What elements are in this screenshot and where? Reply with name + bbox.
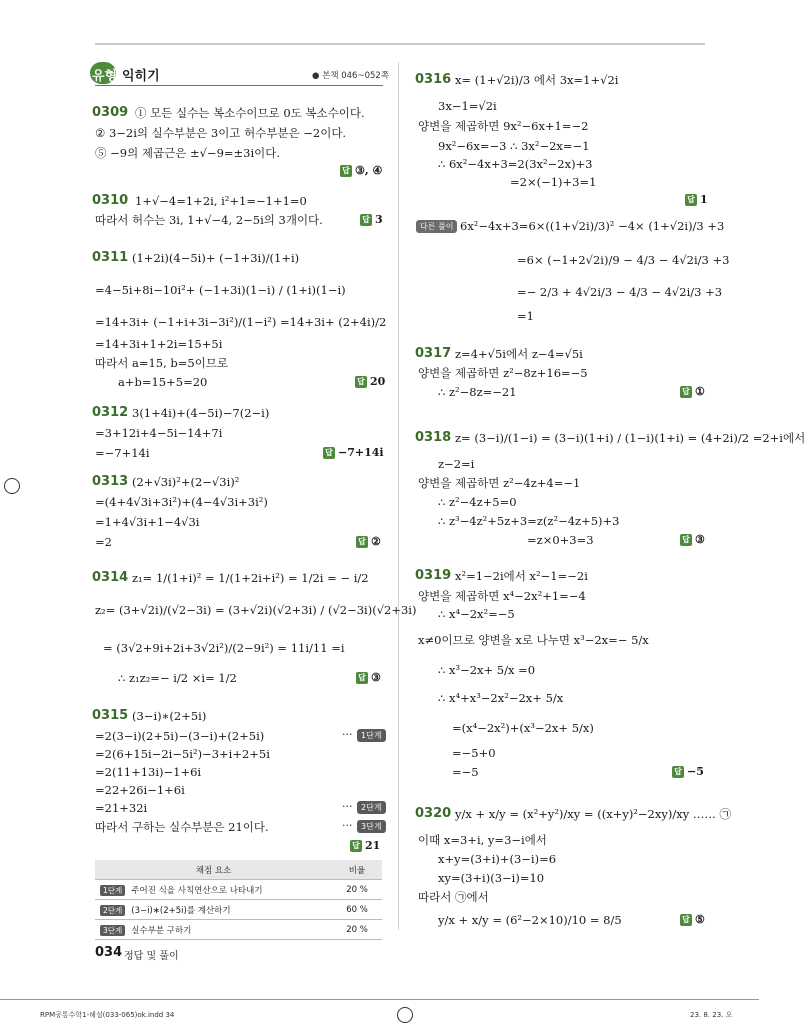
solution-line: 따라서 허수는 3i, 1+√−4, 2−5i의 3개이다. (95, 213, 323, 227)
problem-number: 0310 (92, 193, 129, 208)
solution-line: ∴ z³−4z²+5z+3=z(z²−4z+5)+3 (438, 514, 620, 528)
answer (356, 670, 381, 686)
answer-tag: 답 (685, 194, 697, 206)
solution-line: 9x²−6x=−3 ∴ 3x²−2x=−1 (438, 139, 590, 153)
page-number: 034 (95, 945, 123, 960)
solution-line: =14+3i+ (−1+i+3i−3i²)/(1−i²) =14+3i+ (2+4i)/2 (95, 315, 387, 329)
answer-tag: 답 (356, 672, 368, 684)
step-badge: 1단계 (357, 729, 386, 742)
solution-line: 따라서 ㉠에서 (418, 890, 489, 904)
solution-line: y/x + x/y = (x²+y²)/xy = ((x+y)²−2xy)/xy …… ㉠ (455, 807, 731, 821)
problem-number: 0309 (92, 105, 129, 120)
scoring-header: 채점 요소 (95, 860, 332, 880)
header-ref: ● 본책 046~052쪽 (312, 71, 390, 81)
scoring-text: 주어진 식을 사칙연산으로 나타내기 (131, 885, 263, 896)
answer (680, 912, 705, 928)
scoring-item (95, 900, 332, 920)
step-badge: 1단계 (100, 885, 125, 896)
solution-line: =2(6+15i−2i−5i²)−3+i+2+5i (95, 747, 270, 761)
solution-line: 이때 x=3+i, y=3−i에서 (418, 833, 547, 847)
scoring-row (95, 880, 382, 900)
solution-line: x= (1+√2i)/3 에서 3x=1+√2i (455, 73, 619, 87)
answer-value: ⑤ (695, 913, 705, 926)
solution-line: ⑤ −9의 제곱근은 ±√−9=±3i이다. (95, 146, 281, 160)
solution-line: ∴ x⁴−2x²=−5 (438, 607, 515, 621)
solution-line: ∴ z²−4z+5=0 (438, 495, 517, 509)
scoring-text: (3−i)∗(2+5i)를 계산하기 (131, 905, 231, 916)
solution-line: ∴ x³−2x+ 5/x =0 (438, 663, 536, 677)
solution-line: 3(1+4i)+(4−5i)−7(2−i) (132, 406, 270, 420)
scoring-ratio: 20 % (332, 880, 382, 900)
solution-line: x²=1−2i에서 x²−1=−2i (455, 569, 588, 583)
problem-number: 0320 (415, 806, 452, 821)
solution-line: =−7+14i (95, 446, 150, 460)
solution-line: =3+12i+4−5i−14+7i (95, 426, 223, 440)
solution-line: =(x⁴−2x²)+(x³−2x+ 5/x) (452, 721, 594, 735)
answer-value: 3 (375, 213, 383, 226)
answer-tag: 답 (672, 766, 684, 778)
solution-line: 3x−1=√2i (438, 99, 497, 113)
scoring-text: 실수부분 구하기 (131, 925, 192, 936)
registration-mark-left (4, 478, 20, 494)
solution-line: 양변을 제곱하면 x⁴−2x²+1=−4 (418, 589, 586, 603)
column-divider (398, 62, 399, 930)
problem-number: 0318 (415, 430, 452, 445)
answer (340, 163, 382, 179)
answer (356, 534, 381, 550)
step-badge: 3단계 (100, 925, 125, 936)
solution-line: z−2=i (438, 457, 475, 471)
solution-line: 양변을 제곱하면 z²−8z+16=−5 (418, 366, 588, 380)
solution-line: z=4+√5i에서 z−4=√5i (455, 347, 583, 361)
problem-number: 0312 (92, 405, 129, 420)
section-label-b: 익히기 (122, 69, 160, 84)
solution-line: =6× (−1+2√2i)/9 − 4/3 − 4√2i/3 +3 (517, 253, 730, 267)
step-dots: ··· (342, 728, 353, 741)
solution-line: y/x + x/y = (6²−2×10)/10 = 8/5 (438, 913, 622, 927)
answer-tag: 답 (323, 447, 335, 459)
solution-line: =22+26i−1+6i (95, 783, 185, 797)
solution-line: (1+2i)(4−5i)+ (−1+3i)/(1+i) (132, 251, 300, 265)
solution-line: ∴ x⁴+x³−2x²−2x+ 5/x (438, 691, 564, 705)
answer-value: ③ (695, 533, 705, 546)
solution-line: =1+4√3i+1−4√3i (95, 515, 200, 529)
answer-value: ② (371, 535, 381, 548)
solution-line: =21+32i (95, 801, 148, 815)
answer-tag: 답 (340, 165, 352, 177)
solution-line: =2×(−1)+3=1 (510, 175, 597, 189)
answer-value: −7+14i (338, 446, 384, 459)
solution-line: a+b=15+5=20 (118, 375, 208, 389)
registration-mark-bottom (397, 1007, 413, 1023)
step-badge: 2단계 (357, 801, 386, 814)
step-badge: 2단계 (100, 905, 125, 916)
header-underline (95, 85, 383, 86)
solution-line: z₂= (3+√2i)/(√2−3i) = (3+√2i)(√2+3i) / (√2−3i)(√2+3i) (95, 603, 417, 617)
problem-number: 0314 (92, 570, 129, 585)
answer-tag: 답 (360, 214, 372, 226)
solution-line: = (3√2+9i+2i+3√2i²)/(2−9i²) = 11i/11 =i (103, 641, 345, 655)
answer (672, 764, 704, 780)
section-badge (90, 62, 170, 84)
scoring-header: 비율 (332, 860, 382, 880)
solution-line: =z×0+3=3 (527, 533, 594, 547)
solution-line: 1+√−4=1+2i, i²+1=−1+1=0 (135, 194, 307, 208)
solution-line: =(4+4√3i+3i²)+(4−4√3i+3i²) (95, 495, 268, 509)
solution-line: ∴ z₁z₂=− i/2 ×i= 1/2 (118, 671, 237, 685)
scoring-header-row (95, 860, 382, 880)
solution-line: ∴ z²−8z=−21 (438, 385, 517, 399)
solution-line: =2(11+13i)−1+6i (95, 765, 202, 779)
answer (323, 445, 384, 461)
solution-line: =14+3i+1+2i=15+5i (95, 337, 223, 351)
scoring-ratio: 20 % (332, 920, 382, 940)
scoring-table (95, 860, 382, 940)
solution-line: 양변을 제곱하면 9x²−6x+1=−2 (418, 119, 589, 133)
solution-line: (2+√3i)²+(2−√3i)² (132, 475, 240, 489)
problem-number: 0316 (415, 72, 452, 87)
solution-line: =4−5i+8i−10i²+ (−1+3i)(1−i) / (1+i)(1−i) (95, 283, 346, 297)
step-dots: ··· (342, 800, 353, 813)
solution-line: (3−i)∗(2+5i) (132, 709, 207, 723)
answer-value: ① (695, 385, 705, 398)
answer (680, 532, 705, 548)
solution-line: xy=(3+i)(3−i)=10 (438, 871, 545, 885)
answer-value: −5 (687, 765, 704, 778)
footer-title: 정답 및 풀이 (124, 951, 179, 962)
solution-line: z= (3−i)/(1−i) = (3−i)(1+i) / (1−i)(1+i) = (4+2i)/2 =2+i에서 (455, 431, 805, 445)
crop-line (0, 999, 759, 1000)
solution-line: =2(3−i)(2+5i)−(3−i)+(2+5i) (95, 729, 265, 743)
scoring-row (95, 900, 382, 920)
answer (350, 838, 380, 854)
print-date: 23. 8. 23. 오 (690, 1011, 733, 1019)
solution-line: =2 (95, 535, 112, 549)
answer-tag: 답 (355, 376, 367, 388)
solution-line: z₁= 1/(1+i)² = 1/(1+2i+i²) = 1/2i = − i/2 (132, 571, 369, 585)
step-badge: 3단계 (357, 820, 386, 833)
scoring-row (95, 920, 382, 940)
answer-tag: 답 (680, 914, 692, 926)
solution-line: ① 모든 실수는 복소수이므로 0도 복소수이다. (135, 106, 365, 120)
solution-line: 양변을 제곱하면 z²−4z+4=−1 (418, 476, 581, 490)
solution-line: ② 3−2i의 실수부분은 3이고 허수부분은 −2이다. (95, 126, 347, 140)
scoring-item (95, 880, 332, 900)
solution-line: 6x²−4x+3=6×((1+√2i)/3)² −4× (1+√2i)/3 +3 (460, 219, 725, 233)
answer-value: 20 (370, 375, 386, 388)
section-label-a: 유형 (92, 69, 118, 84)
answer (680, 384, 705, 400)
answer-value: ③ (371, 671, 381, 684)
solution-line: =−5 (452, 765, 479, 779)
scoring-item (95, 920, 332, 940)
solution-line: 따라서 a=15, b=5이므로 (95, 356, 229, 370)
file-info: RPM공통수학1-해설(033-065)ok.indd 34 (40, 1011, 175, 1019)
problem-number: 0315 (92, 708, 129, 723)
answer-tag: 답 (680, 386, 692, 398)
alt-solution-badge: 다른 풀이 (416, 220, 457, 233)
solution-line: ∴ 6x²−4x+3=2(3x²−2x)+3 (438, 157, 593, 171)
step-dots: ··· (342, 819, 353, 832)
scoring-ratio: 60 % (332, 900, 382, 920)
problem-number: 0317 (415, 346, 452, 361)
problem-number: 0311 (92, 250, 129, 265)
answer (355, 374, 385, 390)
answer (360, 212, 383, 228)
answer-tag: 답 (350, 840, 362, 852)
answer (685, 192, 708, 208)
solution-line: 따라서 구하는 실수부분은 21이다. (95, 820, 269, 834)
solution-line: =1 (517, 309, 534, 323)
answer-value: 1 (700, 193, 708, 206)
answer-value: ③, ④ (355, 164, 383, 177)
solution-line: x≠0이므로 양변을 x로 나누면 x³−2x=− 5/x (418, 633, 649, 647)
answer-tag: 답 (356, 536, 368, 548)
answer-value: 21 (365, 839, 381, 852)
problem-number: 0319 (415, 568, 452, 583)
answer-tag: 답 (680, 534, 692, 546)
problem-number: 0313 (92, 474, 129, 489)
top-rule (95, 43, 705, 45)
solution-line: x+y=(3+i)+(3−i)=6 (438, 852, 557, 866)
solution-line: =− 2/3 + 4√2i/3 − 4/3 − 4√2i/3 +3 (517, 285, 723, 299)
solution-line: =−5+0 (452, 746, 496, 760)
